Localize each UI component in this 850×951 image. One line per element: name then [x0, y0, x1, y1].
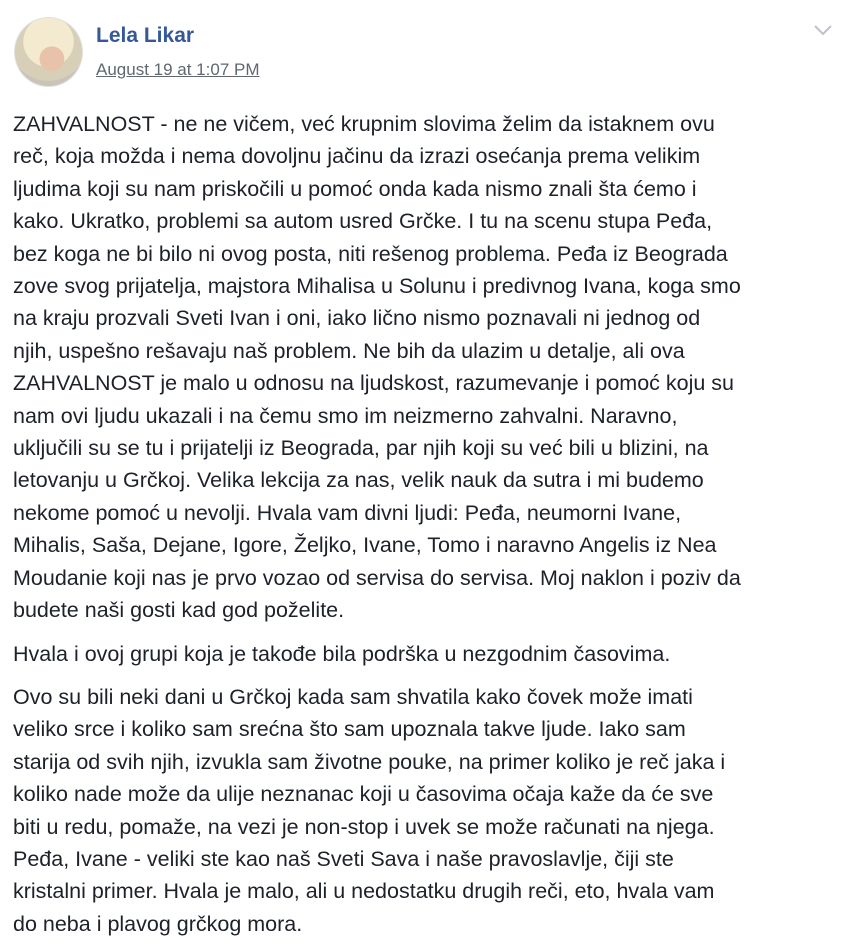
text-line: nam ovi ljudu ukazali i na čemu smo im neizmerno zahvalni. Naravno, [13, 403, 678, 428]
text-line: ZAHVALNOST je malo u odnosu na ljudskost, razumevanje i pomoć koju su [13, 371, 734, 396]
text-line: veliko srce i koliko sam srećna što sam upoznala takve ljude. Iako sam [13, 717, 686, 742]
text-line: do neba i plavog grčkog mora. [13, 911, 303, 936]
text-line: Ovo su bili neki dani u Grčkoj kada sam shvatila kako čovek može imati [13, 684, 693, 709]
text-line: Peđa, Ivane - veliki ste kao naš Sveti Sava i naše pravoslavlje, čiji ste [13, 846, 674, 871]
text-line: biti u redu, pomaže, na vezi je non-stop i uvek se može računati na njega. [13, 814, 715, 839]
text-line: letovanju u Grčkoj. Velika lekcija za nas, velik nauk da sutra i mi budemo [13, 468, 704, 493]
text-line: njih, uspešno rešavaju naš problem. Ne bih da ulazim u detalje, ali ova [13, 338, 685, 363]
text-line: kako. Ukratko, problemi sa autom usred Grčke. I tu na scenu stupa Peđa, [13, 209, 713, 234]
text-line: Hvala i ovoj grupi koja je takođe bila podrška u nezgodnim časovima. [13, 641, 671, 666]
avatar[interactable] [14, 17, 83, 87]
text-line: bez koga ne bi bilo ni ovog posta, niti rešenog problema. Peđa iz Beograda [13, 241, 728, 266]
text-line: budete naši gosti kad god poželite. [13, 598, 345, 623]
post-timestamp[interactable]: August 19 at 1:07 PM [96, 60, 260, 79]
text-line: koliko nade može da ulije neznanac koji u časovima očaja kaže da će sve [13, 782, 714, 807]
text-line: Mihalis, Saša, Dejane, Igore, Željko, Ivane, Tomo i naravno Angelis iz Nea [13, 533, 717, 558]
text-line: kristalni primer. Hvala je malo, ali u nedostatku drugih reči, eto, hvala vam [13, 879, 715, 904]
text-line: zove svog prijatelja, majstora Mihalisa u Solunu i predivnog Ivana, koga smo [13, 274, 741, 299]
text-line: starija od svih njih, izvukla sam životne pouke, na primer koliko je reč jaka i [13, 749, 726, 774]
text-line: uključili su se tu i prijatelji iz Beograda, par njih koji su već bili u blizini, na [13, 436, 709, 461]
author-name[interactable]: Lela Likar [96, 24, 195, 47]
text-line: reč, koja možda i nema dovoljnu jačinu da izrazi osećanja prema velikim [13, 144, 701, 169]
text-line: na kraju prozvali Sveti Ivan i oni, iako lično nismo poznavali ni jednog od [13, 306, 701, 331]
text-line: ZAHVALNOST - ne ne vičem, već krupnim slovima želim da istaknem ovu [13, 112, 715, 136]
chevron-down-icon[interactable] [812, 20, 834, 40]
post-paragraph [13, 681, 843, 940]
text-line: ljudima koji su nam priskočili u pomoć onda kada nismo znali šta ćemo i [13, 176, 697, 201]
text-line: Moudanie koji nas je prvo vozao od servisa do servisa. Moj naklon i poziv da [13, 565, 741, 590]
post-paragraph [13, 108, 843, 627]
text-line: nekome pomoć u nevolji. Hvala vam divni ljudi: Peđa, neumorni Ivane, [13, 500, 682, 525]
post-text [13, 108, 843, 951]
post-paragraph [13, 638, 843, 670]
